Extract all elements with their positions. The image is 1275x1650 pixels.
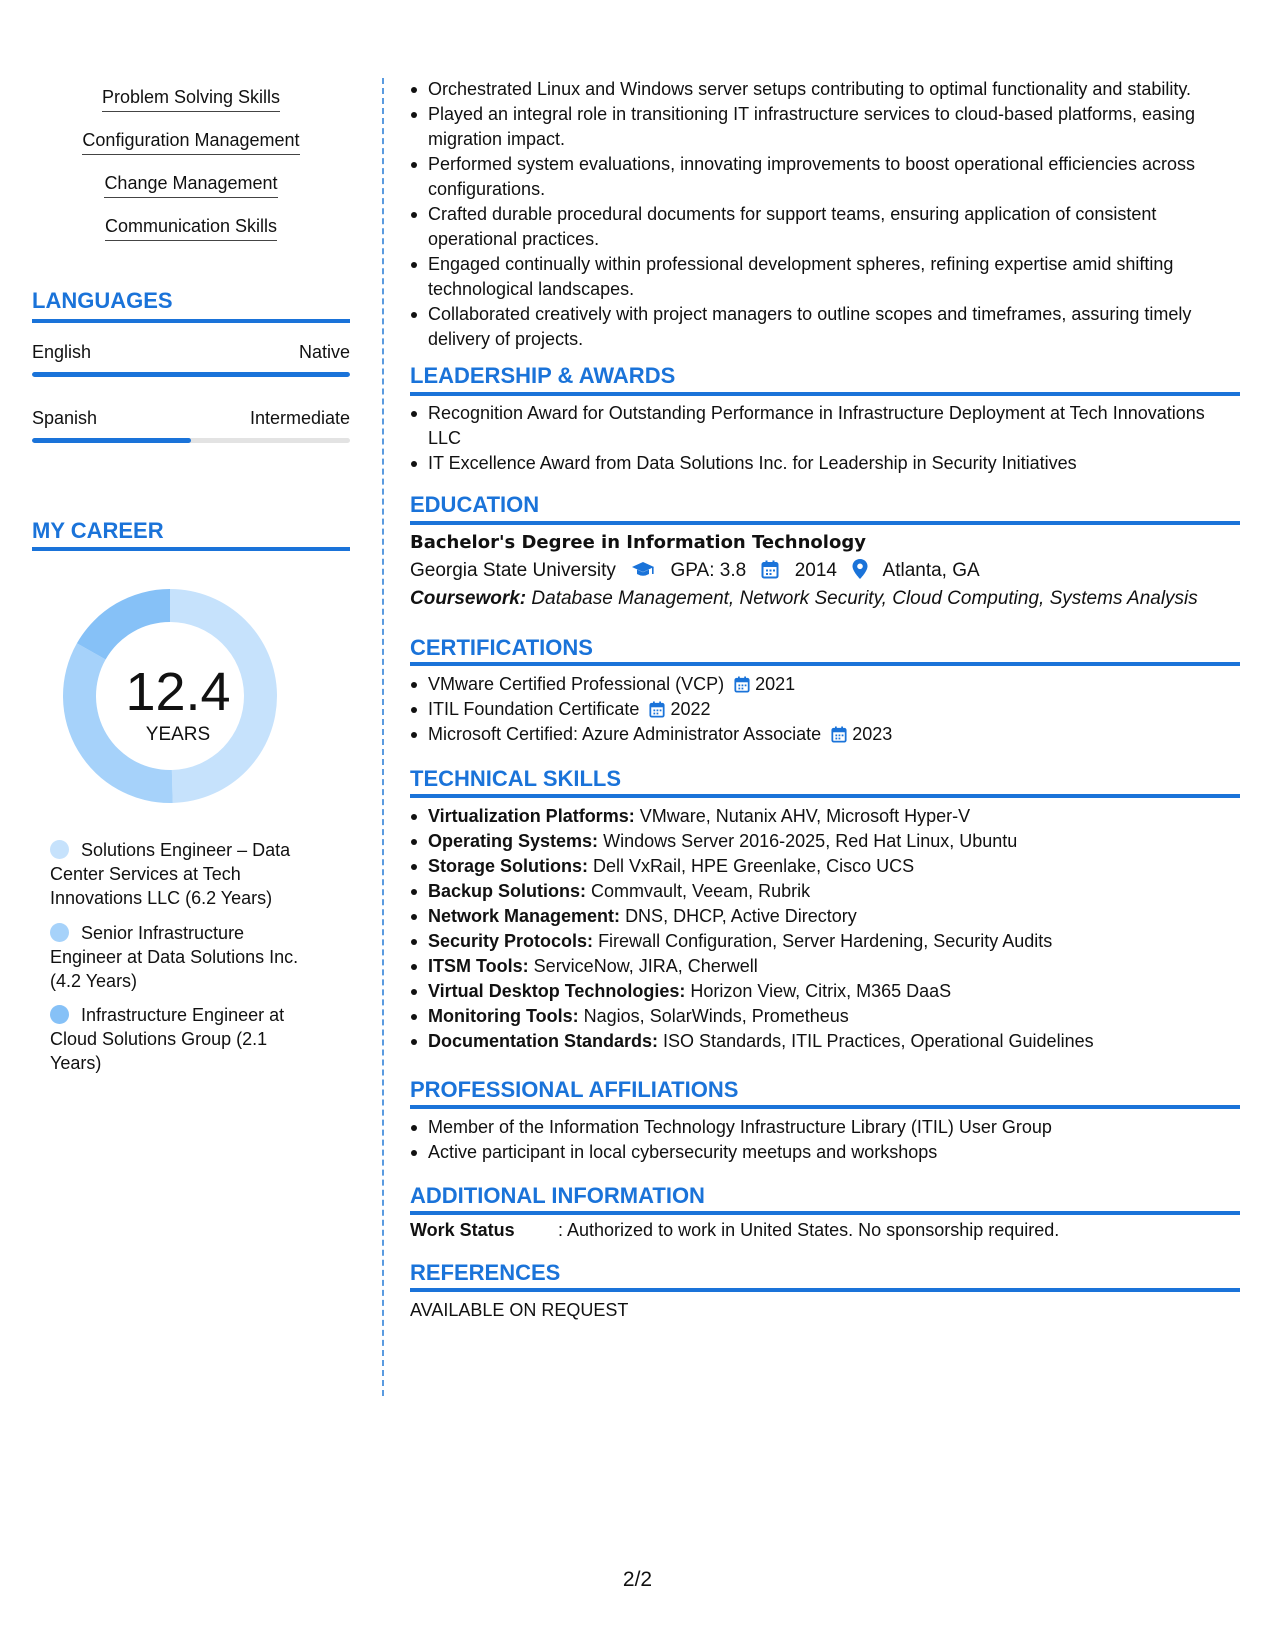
technical-skill-item: Monitoring Tools: Nagios, SolarWinds, Prometheus <box>410 1004 1240 1029</box>
career-heading: MY CAREER <box>32 518 350 544</box>
section-rule <box>410 521 1240 525</box>
career-total-value: 12.4 <box>125 662 231 722</box>
skill-item: Communication Skills <box>32 215 350 241</box>
gpa: GPA: 3.8 <box>670 560 747 581</box>
language-level: Intermediate <box>249 408 350 428</box>
section-title-awards: LEADERSHIP & AWARDS <box>410 363 676 388</box>
technical-skill-item: ITSM Tools: ServiceNow, JIRA, Cherwell <box>410 954 1240 979</box>
experience-bullet: Orchestrated Linux and Windows server setups contributing to optimal functionality and stability. <box>410 77 1240 102</box>
technical-skill-item: Documentation Standards: ISO Standards, ITIL Practices, Operational Guidelines <box>410 1029 1240 1054</box>
career-legend-item: Senior Infrastructure Engineer at Data Solutions Inc. (4.2 Years) <box>50 923 299 991</box>
section-rule <box>410 1211 1240 1215</box>
references-text: AVAILABLE ON REQUEST <box>410 1300 629 1320</box>
experience-bullet: Crafted durable procedural documents for support teams, ensuring application of consistent operational practices. <box>410 202 1240 252</box>
technical-skills-list <box>410 804 1240 1054</box>
certification-item: ITIL Foundation Certificate 2022 <box>410 697 1240 722</box>
section-title-education: EDUCATION <box>410 492 540 517</box>
affiliation-item: Member of the Information Technology Infrastructure Library (ITIL) User Group <box>410 1115 1240 1140</box>
additional-info-row <box>410 1220 1240 1241</box>
legend-dot <box>50 1005 69 1024</box>
calendar-icon <box>734 676 750 693</box>
experience-bullet: Played an integral role in transitioning IT infrastructure services to cloud-based platforms, easing migration impact. <box>410 102 1240 152</box>
technical-skill-item: Operating Systems: Windows Server 2016-2025, Red Hat Linux, Ubuntu <box>410 829 1240 854</box>
certifications-list <box>410 672 1240 747</box>
technical-skill-item: Network Management: DNS, DHCP, Active Directory <box>410 904 1240 929</box>
school-name: Georgia State University <box>410 560 616 581</box>
career-total-unit: YEARS <box>145 724 211 745</box>
language-proficiency-bar <box>32 372 350 377</box>
degree-name: Bachelor's Degree in Information Technology <box>410 532 866 553</box>
section-title-additional-information: ADDITIONAL INFORMATION <box>410 1183 705 1208</box>
donut-segment-3 <box>77 589 170 660</box>
section-rule <box>410 1288 1240 1292</box>
calendar-icon <box>831 726 847 743</box>
certification-item: Microsoft Certified: Azure Administrator Associate 2023 <box>410 722 1240 747</box>
skill-item: Change Management <box>32 172 350 198</box>
affiliation-item: Active participant in local cybersecurity meetups and workshops <box>410 1140 1240 1165</box>
section-title-references: REFERENCES <box>410 1260 561 1285</box>
skill-item: Problem Solving Skills <box>32 86 350 112</box>
school-location: Atlanta, GA <box>882 560 980 581</box>
technical-skill-item: Virtualization Platforms: VMware, Nutanix AHV, Microsoft Hyper-V <box>410 804 1240 829</box>
language-level: Native <box>298 342 350 362</box>
education-block <box>410 532 1240 610</box>
languages-heading: LANGUAGES <box>32 288 350 314</box>
technical-skill-item: Security Protocols: Firewall Configuration, Server Hardening, Security Audits <box>410 929 1240 954</box>
work-status-value: : Authorized to work in United States. No sponsorship required. <box>558 1220 1060 1240</box>
career-legend-item: Infrastructure Engineer at Cloud Solutions Group (2.1 Years) <box>50 1005 285 1073</box>
section-title-certifications: CERTIFICATIONS <box>410 635 593 660</box>
experience-bullet: Engaged continually within professional development spheres, refining expertise amid shifting technological landscapes. <box>410 252 1240 302</box>
location-pin-icon <box>852 559 868 579</box>
technical-skill-item: Backup Solutions: Commvault, Veeam, Rubrik <box>410 879 1240 904</box>
section-rule <box>410 392 1240 396</box>
awards-list <box>410 401 1240 476</box>
calendar-icon <box>761 560 779 579</box>
calendar-icon <box>649 701 665 718</box>
page-number: 2/2 <box>622 1568 653 1591</box>
section-title-technical-skills: TECHNICAL SKILLS <box>410 766 622 791</box>
coursework: Coursework: Database Management, Network Security, Cloud Computing, Systems Analysis <box>410 588 1198 609</box>
legend-dot <box>50 923 69 942</box>
graduation-year: 2014 <box>794 560 838 581</box>
column-divider <box>382 78 384 1396</box>
section-title-affiliations: PROFESSIONAL AFFILIATIONS <box>410 1077 739 1102</box>
graduation-cap-icon <box>631 561 655 579</box>
section-rule <box>410 794 1240 798</box>
career-donut-chart <box>62 588 298 824</box>
work-status-label: Work Status <box>410 1220 515 1240</box>
section-rule <box>410 662 1240 666</box>
language-name: Spanish <box>32 408 98 428</box>
technical-skill-item: Storage Solutions: Dell VxRail, HPE Greenlake, Cisco UCS <box>410 854 1240 879</box>
experience-bullets <box>410 77 1240 352</box>
section-rule <box>410 1105 1240 1109</box>
career-legend-item: Solutions Engineer – Data Center Services at Tech Innovations LLC (6.2 Years) <box>50 840 291 908</box>
skill-item: Configuration Management <box>32 129 350 155</box>
certification-item: VMware Certified Professional (VCP) 2021 <box>410 672 1240 697</box>
education-details <box>410 559 1240 582</box>
award-item: Recognition Award for Outstanding Performance in Infrastructure Deployment at Tech Innovations LLC <box>410 401 1240 451</box>
affiliations-list <box>410 1115 1240 1165</box>
technical-skill-item: Virtual Desktop Technologies: Horizon View, Citrix, M365 DaaS <box>410 979 1240 1004</box>
award-item: IT Excellence Award from Data Solutions Inc. for Leadership in Security Initiatives <box>410 451 1240 476</box>
experience-bullet: Collaborated creatively with project managers to outline scopes and timeframes, assuring timely delivery of projects. <box>410 302 1240 352</box>
language-proficiency-bar <box>32 438 350 443</box>
legend-dot <box>50 840 69 859</box>
experience-bullet: Performed system evaluations, innovating improvements to boost operational efficiencies across configurations. <box>410 152 1240 202</box>
language-name: English <box>32 342 92 362</box>
